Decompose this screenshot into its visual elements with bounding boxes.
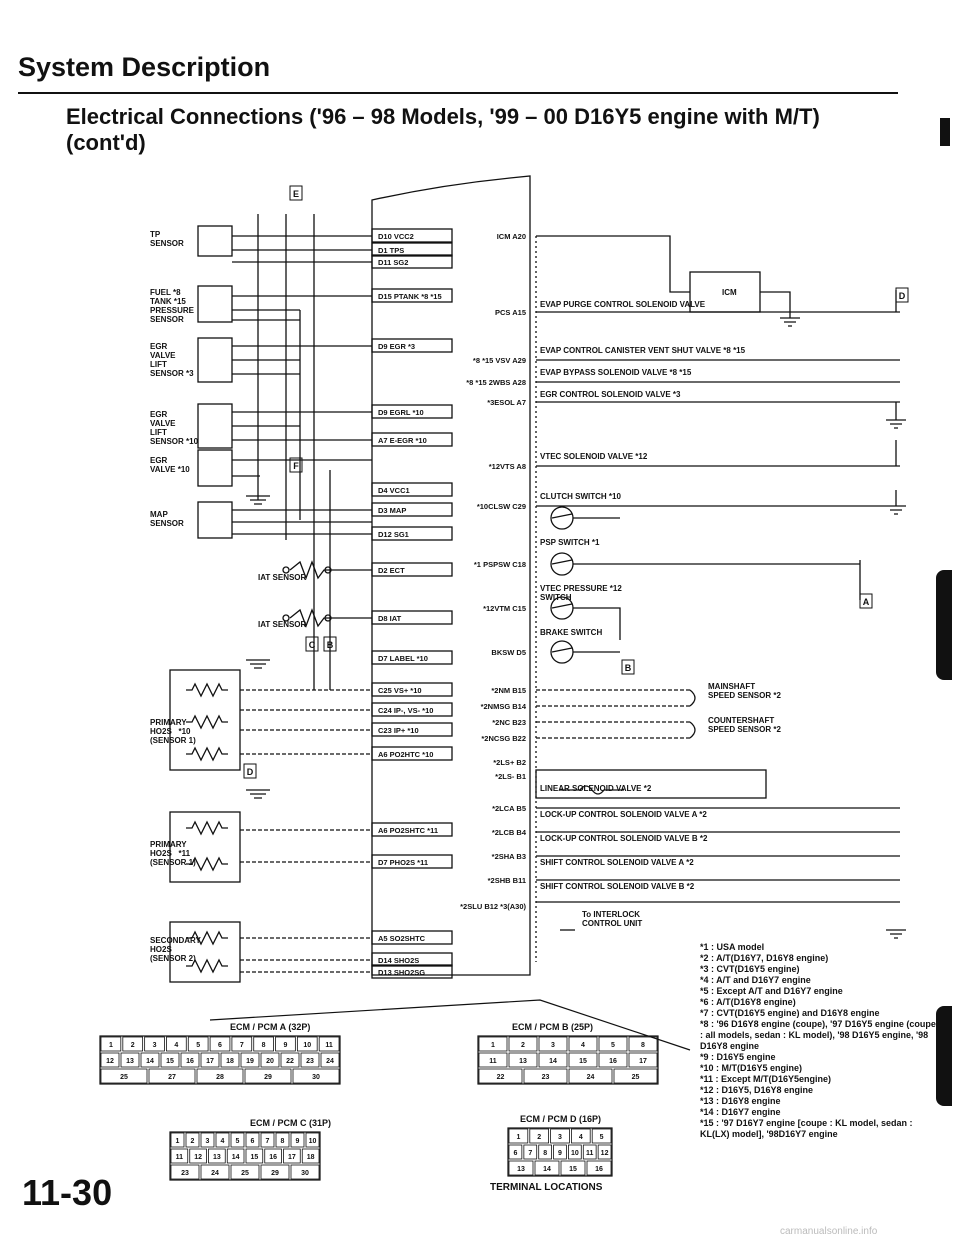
connector-pin-number: 13	[519, 1058, 527, 1065]
footnote: *12 : D16Y5, D16Y8 engine	[700, 1085, 814, 1095]
ecm-pin-label: D12 SG1	[378, 530, 409, 539]
ecm-pin-label: *1 PSPSW C18	[473, 560, 526, 569]
tp-sensor-label: TP SENSOR	[150, 230, 184, 248]
shift-valve-b-label: SHIFT CONTROL SOLENOID VALVE B *2	[540, 882, 695, 891]
connector-pin-number: 3	[205, 1138, 210, 1145]
ecm-pin-label: D15 PTANK *8 *15	[378, 292, 442, 301]
ecm-pin-label: *10CLSW C29	[476, 502, 526, 511]
page-title: System Description	[18, 52, 271, 82]
ecm-pin-label: *8 *15 2WBS A28	[466, 378, 526, 387]
connector-pin-number: 24	[586, 1074, 595, 1081]
vtec-pressure-switch-label: VTEC PRESSURE *12 SWITCH	[540, 584, 622, 602]
connector-pin-number: 18	[226, 1058, 234, 1065]
clutch-switch-label: CLUTCH SWITCH *10	[540, 492, 621, 501]
connector-pin-number: 23	[541, 1074, 550, 1081]
connector-pin-number: 11	[175, 1154, 184, 1161]
linear-solenoid-valve-label: LINEAR SOLENOID VALVE *2	[540, 784, 652, 793]
connector-pin-number: 18	[306, 1154, 315, 1161]
connector-pin-number: 5	[611, 1042, 615, 1049]
ref-letter: C	[308, 640, 316, 650]
connector-pin-number: 27	[168, 1074, 176, 1081]
ref-letter: D	[246, 767, 254, 777]
egr-valve-lift-sensor-label: EGR VALVE LIFT SENSOR *3	[150, 342, 194, 378]
ecm-pin-label: *3ESOL A7	[487, 398, 526, 407]
connector-b-title: ECM / PCM B (25P)	[512, 1022, 594, 1032]
terminal-locations-caption: TERMINAL LOCATIONS	[490, 1182, 603, 1193]
ecm-pin-label: *2NC B23	[492, 718, 526, 727]
connector-pin-number: 25	[120, 1074, 128, 1081]
connector-pin-number: 14	[549, 1058, 557, 1065]
connector-pin-number: 15	[250, 1154, 259, 1161]
footnote: *7 : CVT(D16Y5 engine) and D16Y8 engine	[700, 1008, 880, 1018]
connector-pin-number: 7	[528, 1150, 533, 1157]
ecm-pin-label: C24 IP-, VS- *10	[378, 706, 434, 715]
brake-switch-label: BRAKE SWITCH	[540, 628, 603, 637]
connector-pin-number: 8	[543, 1150, 548, 1157]
ecm-pin-label: D14 SHO2S	[378, 956, 420, 965]
connector-pin-number: 20	[266, 1058, 274, 1065]
connector-pin-number: 4	[581, 1042, 585, 1049]
lockup-valve-a-label: LOCK-UP CONTROL SOLENOID VALVE A *2	[540, 810, 707, 819]
icm-label: ICM	[722, 288, 737, 297]
connector-pin-number: 19	[246, 1058, 254, 1065]
connector-pin-number: 6	[218, 1042, 222, 1049]
countershaft-speed-sensor-label: COUNTERSHAFT SPEED SENSOR *2	[708, 716, 781, 734]
connector-pin-number: 12	[600, 1150, 609, 1157]
ecm-pin-label: C23 IP+ *10	[378, 726, 419, 735]
map-sensor-label: MAP SENSOR	[150, 510, 184, 528]
connector-pin-number: 25	[241, 1170, 249, 1177]
connector-pin-number: 9	[283, 1042, 288, 1049]
connector-pin-number: 8	[641, 1042, 645, 1049]
connector-pin-number: 29	[264, 1074, 272, 1081]
ecm-pin-label: *8 *15 VSV A29	[472, 356, 526, 365]
connector-pin-number: 5	[235, 1138, 240, 1145]
footnote: *3 : CVT(D16Y5 engine)	[700, 964, 800, 974]
ref-letter: B	[624, 663, 632, 673]
connector-pin-number: 25	[631, 1074, 640, 1081]
primary-ho2s-label: PRIMARY HO2S *10 (SENSOR 1)	[150, 718, 196, 745]
connector-pin-number: 15	[166, 1058, 174, 1065]
connector-pin-number: 1	[491, 1042, 495, 1049]
connector-pin-number: 11	[489, 1058, 497, 1065]
connector-pin-number: 28	[216, 1074, 224, 1081]
connector-pin-number: 2	[521, 1042, 525, 1049]
connector-pin-number: 24	[211, 1170, 219, 1177]
ecm-pin-label: *2LS+ B2	[493, 758, 526, 767]
connector-pin-number: 3	[152, 1042, 157, 1049]
connector-pin-number: 8	[261, 1042, 266, 1049]
ecm-pin-label: D3 MAP	[378, 506, 407, 515]
interlock-unit-label: To INTERLOCK CONTROL UNIT	[582, 910, 643, 928]
footnote: *8 : '96 D16Y8 engine (coupe), '97 D16Y5 engine (coupe : all models, sedan : KL model), '98 D16Y5 engine, '98 D16Y8 engine	[700, 1019, 936, 1051]
connector-pin-number: 29	[271, 1170, 279, 1177]
footnote: *1 : USA model	[700, 942, 765, 952]
connector-a-title: ECM / PCM A (32P)	[230, 1022, 311, 1032]
lockup-valve-b-label: LOCK-UP CONTROL SOLENOID VALVE B *2	[540, 834, 708, 843]
iat-sensor-label: IAT SENSOR	[258, 573, 307, 582]
connector-pin-number: 2	[190, 1138, 195, 1145]
ecm-pin-label: D7 LABEL *10	[378, 654, 428, 663]
connector-pin-number: 7	[265, 1138, 270, 1145]
connector-pin-number: 30	[301, 1170, 309, 1177]
connector-pin-number: 6	[513, 1150, 518, 1157]
ecm-pin-label: D4 VCC1	[378, 486, 410, 495]
connector-pin-number: 16	[609, 1058, 617, 1065]
connector-pin-number: 6	[250, 1138, 255, 1145]
connector-pin-number: 13	[212, 1154, 221, 1161]
connector-pin-number: 10	[303, 1042, 312, 1049]
footnote: *5 : Except A/T and D16Y7 engine	[700, 986, 843, 996]
connector-pin-number: 23	[181, 1170, 189, 1177]
footnote: *14 : D16Y7 engine	[700, 1107, 781, 1117]
connector-pin-number: 16	[595, 1166, 603, 1173]
footnote: *11 : Except M/T(D16Y5engine)	[700, 1074, 832, 1084]
page-number: 11-30	[22, 1172, 113, 1213]
footer-url: carmanualsonline.info	[780, 1226, 878, 1237]
connector-pin-number: 23	[306, 1058, 314, 1065]
ecm-pin-label: A6 PO2HTC *10	[378, 750, 434, 759]
egr-valve-label: EGR VALVE *10	[150, 456, 190, 474]
egr-valve-lift-sensor-label: EGR VALVE LIFT SENSOR *10	[150, 410, 199, 446]
evap-purge-valve-label: EVAP PURGE CONTROL SOLENOID VALVE	[540, 300, 706, 309]
ecm-pin-label: D9 EGRL *10	[378, 408, 424, 417]
ecm-pin-label: D1 TPS	[378, 246, 405, 255]
connector-pin-number: 14	[231, 1154, 240, 1161]
primary-ho2s-label: PRIMARY HO2S *11 (SENSOR 1)	[150, 840, 196, 867]
ecm-pin-label: D8 IAT	[378, 614, 402, 623]
ecm-pin-label: D7 PHO2S *11	[378, 858, 429, 867]
ecm-pin-label: D9 EGR *3	[378, 342, 416, 351]
ecm-pin-label: A7 E-EGR *10	[378, 436, 427, 445]
connector-pin-number: 16	[269, 1154, 278, 1161]
ecm-pin-label: *2NMSG B14	[480, 702, 526, 711]
connector-pin-number: 22	[496, 1074, 505, 1081]
connector-pin-number: 22	[286, 1058, 294, 1065]
egr-control-valve-label: EGR CONTROL SOLENOID VALVE *3	[540, 390, 681, 399]
connector-pin-number: 1	[516, 1134, 521, 1141]
ecm-pin-label: A6 PO2SHTC *11	[378, 826, 439, 835]
connector-pin-number: 2	[130, 1042, 135, 1049]
ecm-pin-label: *2SHB B11	[487, 876, 526, 885]
ecm-pin-label: *12VTM C15	[483, 604, 526, 613]
ref-letter: A	[862, 597, 870, 607]
connector-pin-number: 14	[543, 1166, 551, 1173]
connector-pin-number: 4	[578, 1134, 583, 1141]
ref-letter: B	[326, 640, 334, 650]
connector-c-title: ECM / PCM C (31P)	[250, 1118, 332, 1128]
fuel-tank-pressure-sensor-label: FUEL *8 TANK *15 PRESSURE SENSOR	[150, 288, 195, 324]
connector-pin-number: 10	[570, 1150, 579, 1157]
connector-pin-number: 11	[325, 1042, 333, 1049]
connector-pin-number: 17	[639, 1058, 647, 1065]
ecm-pin-label: D13 SHO2SG	[378, 968, 426, 977]
footnote: *9 : D16Y5 engine	[700, 1052, 776, 1062]
diagram-title-line-2: (cont'd)	[66, 130, 146, 155]
footnote: *2 : A/T(D16Y7, D16Y8 engine)	[700, 953, 829, 963]
footnote: *6 : A/T(D16Y8 engine)	[700, 997, 796, 1007]
ecm-pin-label: D11 SG2	[378, 258, 409, 267]
ecm-pin-label: D10 VCC2	[378, 232, 414, 241]
footnote: *10 : M/T(D16Y5 engine)	[700, 1063, 803, 1073]
connector-pin-number: 16	[186, 1058, 194, 1065]
ecm-pin-label: D2 ECT	[378, 566, 405, 575]
ecm-pin-label: *12VTS A8	[488, 462, 526, 471]
evap-bypass-valve-label: EVAP BYPASS SOLENOID VALVE *8 *15	[540, 368, 692, 377]
connector-pin-number: 10	[308, 1138, 317, 1145]
connector-pin-number: 13	[126, 1058, 134, 1065]
connector-pin-number: 15	[579, 1058, 587, 1065]
footnote: *13 : D16Y8 engine	[700, 1096, 781, 1106]
secondary-ho2s-label: SECONDARY HO2S (SENSOR 2)	[150, 936, 201, 963]
ref-letter: D	[898, 291, 906, 301]
connector-pin-number: 14	[146, 1058, 154, 1065]
connector-pin-number: 1	[175, 1138, 180, 1145]
connector-d-title: ECM / PCM D (16P)	[520, 1114, 602, 1124]
ecm-pin-label: C25 VS+ *10	[378, 686, 422, 695]
connector-pin-number: 9	[558, 1150, 562, 1157]
ecm-pin-label: *2NCSG B22	[481, 734, 526, 743]
connector-pin-number: 2	[537, 1134, 542, 1141]
connector-pin-number: 12	[194, 1154, 203, 1161]
diagram-title-line-1: Electrical Connections ('96 – 98 Models, '99 – 00 D16Y5 engine with M/T)	[66, 104, 820, 129]
connector-pin-number: 17	[206, 1058, 214, 1065]
connector-pin-number: 3	[551, 1042, 555, 1049]
ecm-pin-label: *2NM B15	[491, 686, 526, 695]
connector-pin-number: 4	[220, 1138, 225, 1145]
vtec-solenoid-valve-label: VTEC SOLENOID VALVE *12	[540, 452, 648, 461]
ref-letter: E	[292, 189, 300, 199]
shift-valve-a-label: SHIFT CONTROL SOLENOID VALVE A *2	[540, 858, 694, 867]
connector-pin-number: 24	[326, 1058, 334, 1065]
connector-pin-number: 4	[174, 1042, 179, 1049]
connector-pin-number: 17	[287, 1154, 296, 1161]
connector-pin-number: 9	[295, 1138, 300, 1145]
connector-pin-number: 15	[569, 1166, 577, 1173]
mainshaft-speed-sensor-label: MAINSHAFT SPEED SENSOR *2	[708, 682, 781, 700]
connector-pin-number: 5	[196, 1042, 201, 1049]
connector-pin-number: 7	[239, 1042, 244, 1049]
footnote: *15 : '97 D16Y7 engine [coupe : KL model, sedan : KL(LX) model], '98D16Y7 engine	[700, 1118, 913, 1139]
ref-letter: F	[293, 461, 299, 471]
ecm-pin-label: *2LCA B5	[492, 804, 526, 813]
ecm-pin-label: *2LCB B4	[491, 828, 526, 837]
footnote: *4 : A/T and D16Y7 engine	[700, 975, 811, 985]
ecm-pin-label: *2SLU B12 *3(A30)	[460, 902, 526, 911]
ecm-pin-label: PCS A15	[495, 308, 526, 317]
psp-switch-label: PSP SWITCH *1	[540, 538, 600, 547]
ecm-pin-label: *2LS- B1	[495, 772, 526, 781]
ecm-pin-label: BKSW D5	[491, 648, 526, 657]
ecm-pin-label: *2SHA B3	[491, 852, 526, 861]
connector-pin-number: 13	[517, 1166, 525, 1173]
connector-pin-number: 1	[108, 1042, 113, 1049]
connector-pin-number: 5	[599, 1134, 604, 1141]
iat-sensor-label: IAT SENSOR	[258, 620, 307, 629]
connector-pin-number: 3	[558, 1134, 562, 1141]
connector-pin-number: 8	[280, 1138, 285, 1145]
ecm-pin-label: ICM A20	[496, 232, 526, 241]
connector-pin-number: 12	[106, 1058, 114, 1065]
connector-pin-number: 30	[312, 1074, 320, 1081]
evap-vent-shut-valve-label: EVAP CONTROL CANISTER VENT SHUT VALVE *8 *15	[540, 346, 746, 355]
connector-pin-number: 11	[586, 1150, 594, 1157]
ecm-pin-label: A5 SO2SHTC	[378, 934, 426, 943]
